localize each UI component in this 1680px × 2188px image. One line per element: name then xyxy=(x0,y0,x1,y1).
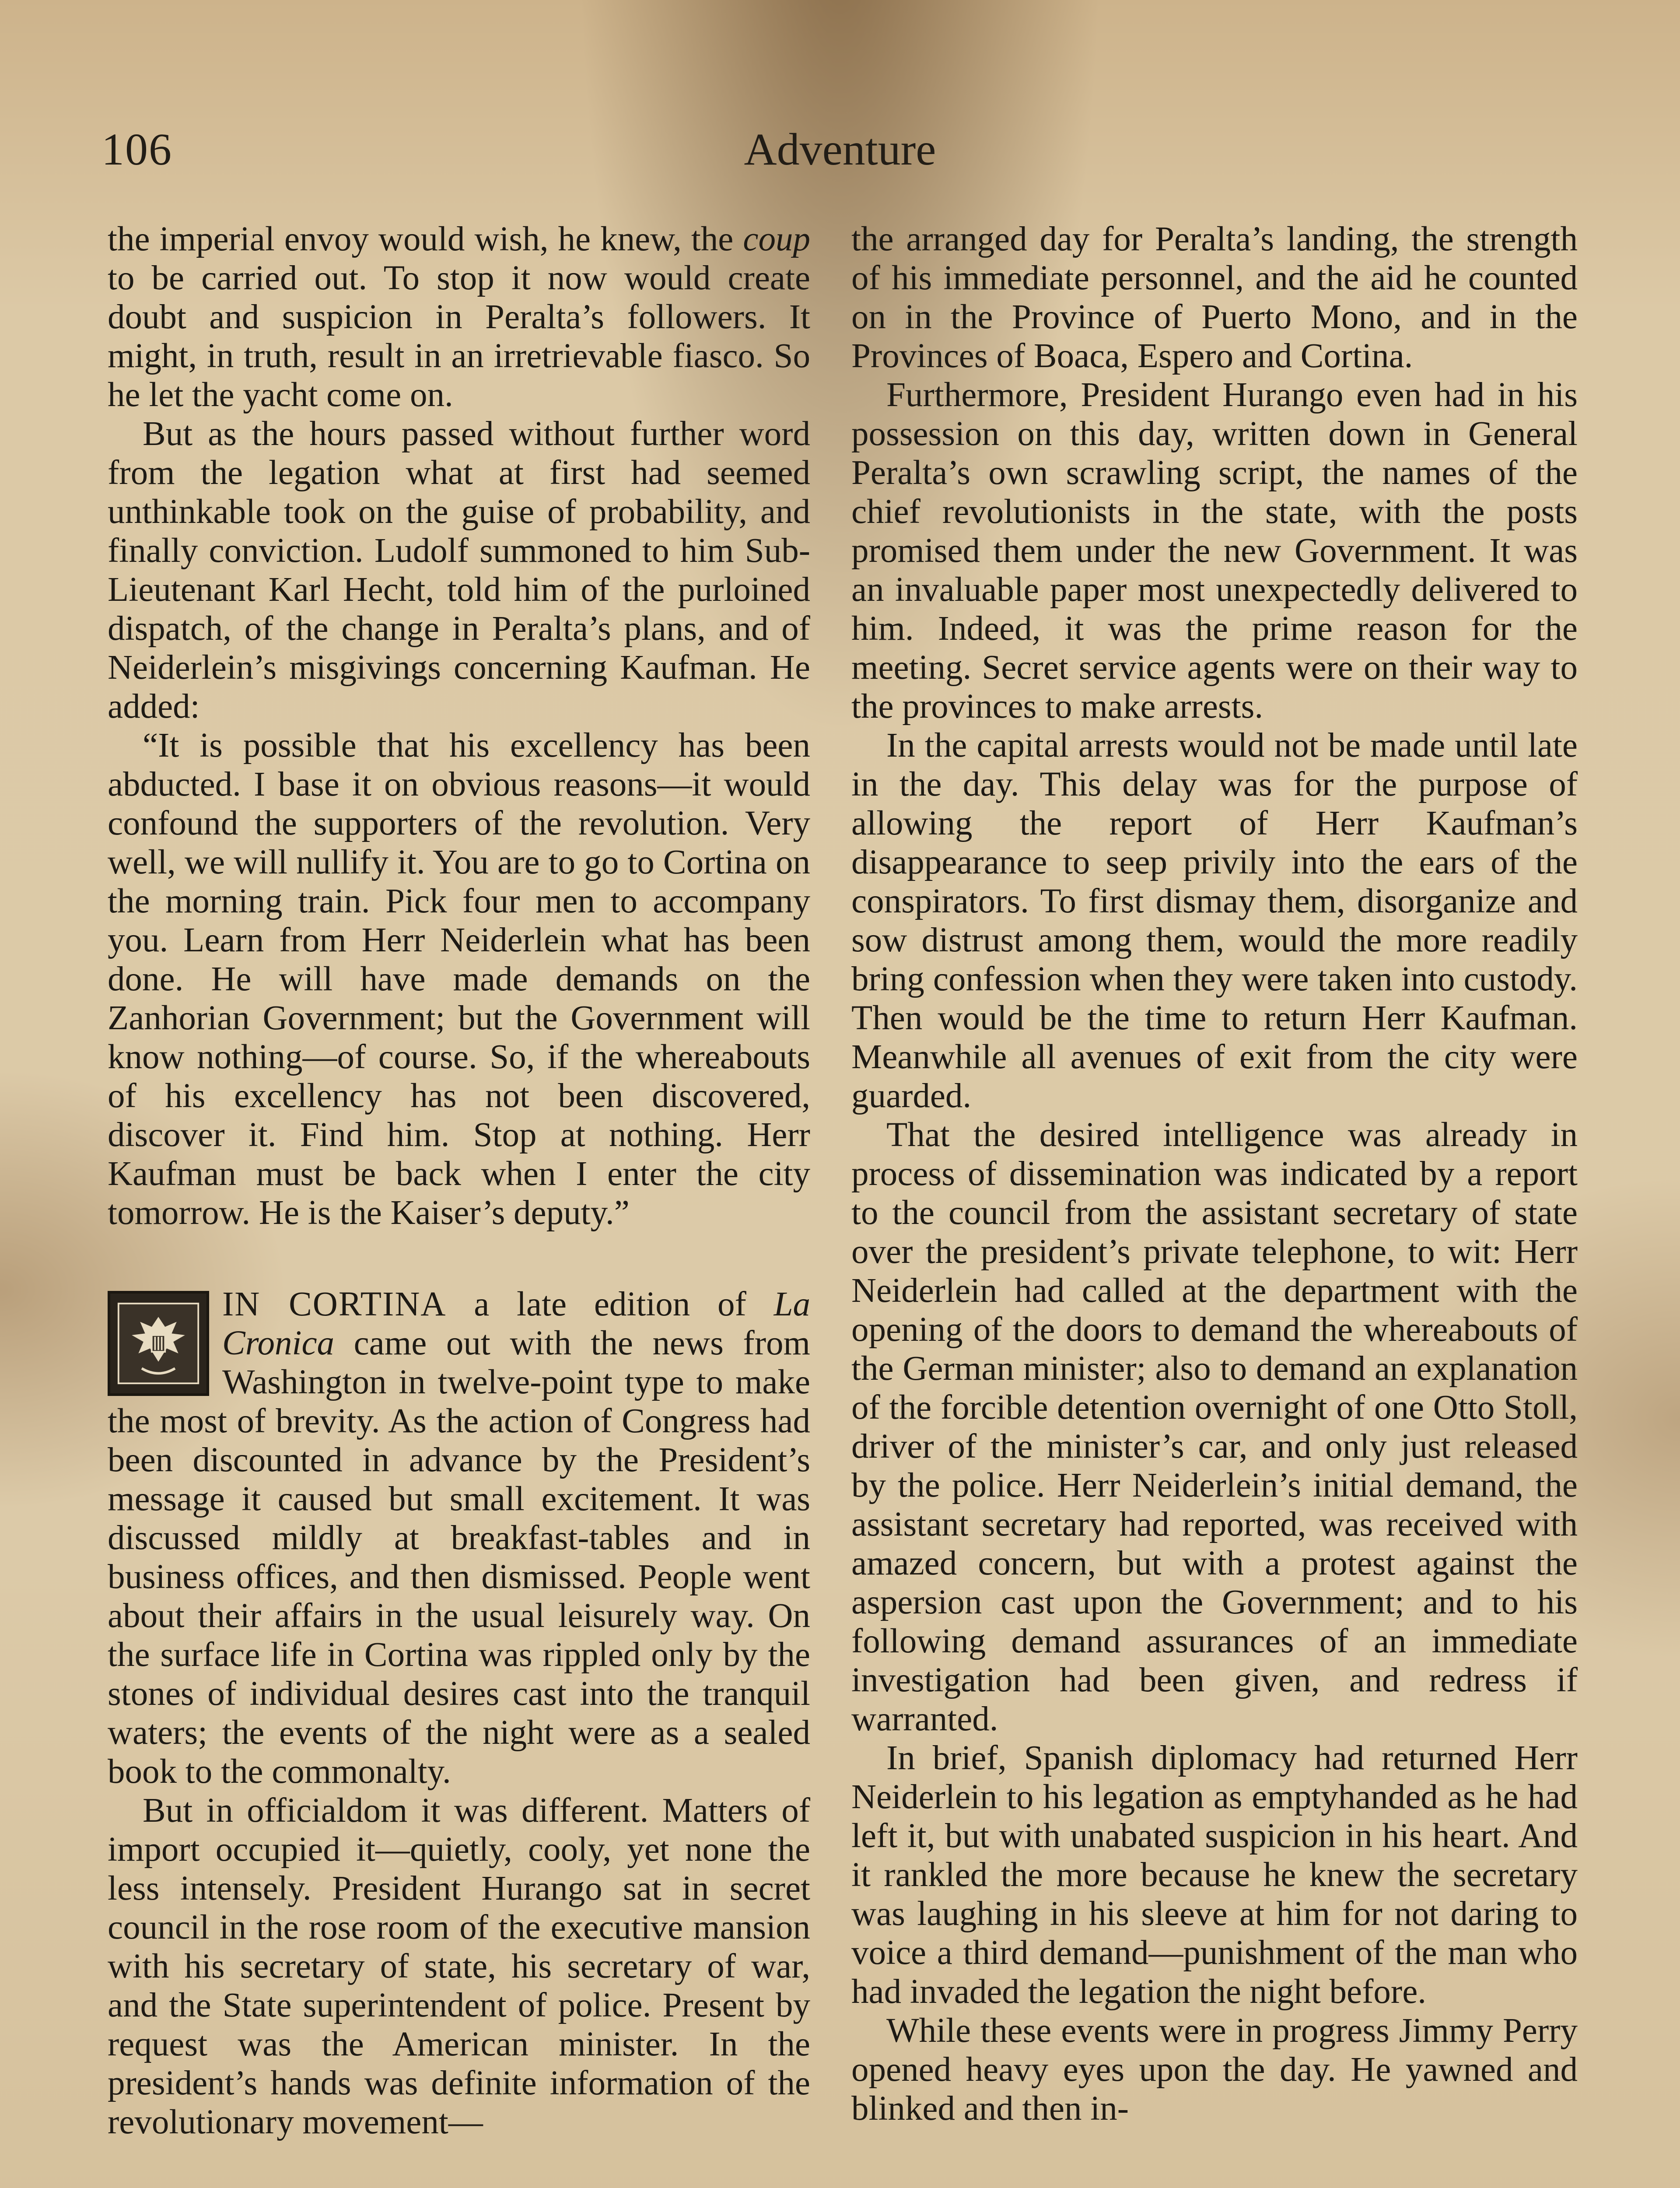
paragraph: But in officialdom it was different. Matters of import occupied it—quietly, cooly, yet none the less intensely. President Hurango sat in secret council in the rose room of the executive mansion with his secretary of state, his secretary of war, and the State superintendent of police. Present by request was the American minister. In the president’s hands was definite information of the revolutionary movement— xyxy=(108,1792,810,2141)
section-break xyxy=(108,1232,810,1285)
paragraph: “It is possible that his excellency has been abducted. I base it on obvious reasons—it would confound the supporters of the revolution. Very well, we will nullify it. You are to go to Cortina on the morning train. Pick four men to accompany you. Learn from Herr Neiderlein what has been done. He will have made demands on the Zanhorian Government; but the Government will know nothing—of course. So, if the whereabouts of his excellency has not been discovered, discover it. Find him. Stop at nothing. Herr Kaufman must be back when I enter the city tomorrow. He is the Kaiser’s deputy.” xyxy=(108,726,810,1232)
paragraph: Furthermore, President Hurango even had in his possession on this day, written down in General Peralta’s own scrawling script, the names of the chief revolutionists in the state, with the posts promised them under the new Government. It was an invaluable paper most unexpectedly delivered to him. Indeed, it was the prime reason for the meeting. Secret service agents were on their way to the provinces to make arrests. xyxy=(851,376,1578,726)
section-lead-in: IN CORTINA xyxy=(222,1285,447,1323)
paragraph: But as the hours passed without further word from the legation what at first had seemed unthinkable took on the guise of probability, and finally conviction. Ludolf summoned to him Sub-Lieutenant Karl Hecht, told him of the purloined dispatch, of the change in Peralta’s plans, and of Neiderlein’s misgivings concerning Kaufman. He added: xyxy=(108,415,810,726)
eagle-seal-icon xyxy=(108,1291,209,1396)
paragraph: In the capital arrests would not be made until late in the day. This delay was for the purpose of allowing the report of Herr Kaufman’s disappearance to seep privily into the ears of the conspirators. To first dismay them, disorganize and sow distrust among them, would the more readily bring confession when they were taken into custody. Then would be the time to return Herr Kaufman. Meanwhile all avenues of exit from the city were guarded. xyxy=(851,726,1578,1115)
paragraph: IN CORTINA a late edition of La Cronica came out with the news from Washington in twelve-point type to make the most of brevity. As the action of Congress had been discounted in advance by the President’s message it caused but small excitement. It was discussed mildly at breakfast-tables and in business offices, and then dismissed. People went about their affairs in the usual leisurely way. On the surface life in Cortina was rippled only by the stones of individual desires cast into the tranquil waters; the events of the night were as a sealed book to the commonalty. xyxy=(108,1285,811,1791)
page-number: 106 xyxy=(102,124,172,175)
left-column xyxy=(108,220,810,2142)
running-title: Adventure xyxy=(744,124,936,175)
paragraph: the imperial envoy would wish, he knew, the coup to be carried out. To stop it now would create doubt and suspicion in Peralta’s followers. It might, in truth, result in an irretrievable fiasco. So he let the yacht come on. xyxy=(108,220,810,414)
section-opening xyxy=(108,1285,810,1791)
paragraph: That the desired intelligence was already in process of dissemination was indicated by a report to the council from the assistant secretary of state over the president’s private telephone, to wit: Herr Neiderlein had called at the department with the opening of the doors to demand the whereabouts of the German minister; also to demand an explanation of the forcible detention overnight of one Otto Stoll, driver of the minister’s car, and only just released by the police. Herr Neiderlein’s initial demand, the assistant secretary had reported, was received with amazed concern, but with a protest against the aspersion cast upon the Government; and to his following demand assurances of an immediate investigation had been given, and redress if warranted. xyxy=(851,1116,1578,1738)
paragraph: In brief, Spanish diplomacy had returned Herr Neiderlein to his legation as emptyhanded as he had left it, but with unabated suspicion in his heart. And it rankled the more because he knew the secretary was laughing in his sleeve at him for not daring to voice a third demand—punishment of the man who had invaded the legation the night before. xyxy=(851,1739,1578,2011)
italic-word: coup xyxy=(743,220,810,258)
newspaper-title: La Cronica xyxy=(222,1285,811,1362)
paragraph: the arranged day for Peralta’s landing, the strength of his immediate personnel, and the aid he counted on in the Province of Puerto Mono, and in the Provinces of Boaca, Espero and Cortina. xyxy=(851,220,1578,375)
right-column xyxy=(851,220,1578,2128)
page-header xyxy=(102,123,1578,180)
paragraph: While these events were in progress Jimmy Perry opened heavy eyes upon the day. He yawned and blinked and then in- xyxy=(851,2012,1578,2128)
